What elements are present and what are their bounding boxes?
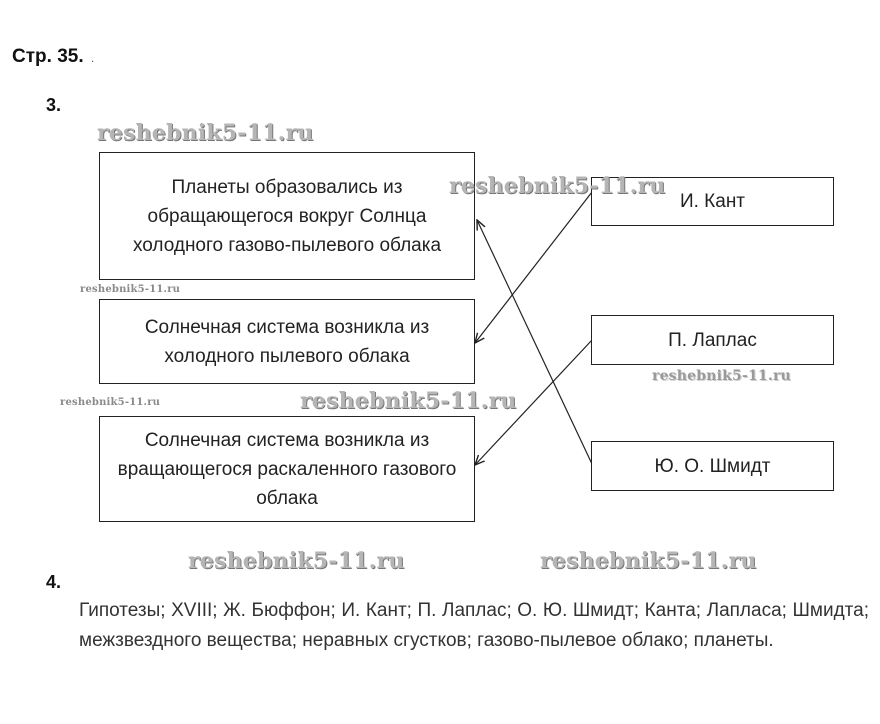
connector-schmidt (477, 220, 592, 464)
scientist-name-laplace: П. Лаплас (668, 329, 757, 351)
watermark: reshebnik5-11.ru (300, 388, 517, 414)
task-4-number: 4. (46, 572, 62, 592)
watermark: reshebnik5-11.ru (97, 120, 314, 146)
hypothesis-box-2 (99, 299, 475, 384)
page-heading-text: Стр. 35. (12, 46, 84, 67)
watermark: reshebnik5-11.ru (80, 284, 181, 295)
hypothesis-box-3 (99, 416, 475, 522)
hypothesis-text-3: Солнечная система возникла из вращающегося раскаленного газового облака (117, 429, 457, 509)
watermark: reshebnik5-11.ru (652, 368, 791, 384)
watermark: reshebnik5-11.ru (449, 173, 666, 199)
scientist-box-laplace (591, 315, 834, 365)
scientist-box-schmidt (591, 441, 834, 491)
scientist-name-schmidt: Ю. О. Шмидт (654, 455, 771, 477)
connector-kant (475, 192, 592, 343)
watermark: reshebnik5-11.ru (188, 548, 405, 574)
watermark: reshebnik5-11.ru (540, 548, 757, 574)
scientist-name-kant: И. Кант (679, 191, 746, 212)
hypothesis-box-1 (99, 152, 475, 280)
watermark: reshebnik5-11.ru (60, 397, 161, 408)
page-heading-mark: . (90, 51, 95, 65)
task-3-number: 3. (46, 95, 62, 115)
task-4-answer: Гипотезы; XVIII; Ж. Бюффон; И. Кант; П. Лаплас; О. Ю. Шмидт; Канта; Лапласа; Шмидта; межзвездного вещества; неравных сгустков; газово-пылевое облако; планеты. (79, 600, 869, 651)
hypothesis-text-2: Солнечная система возникла из холодного пылевого облака (144, 316, 430, 367)
hypothesis-text-1: Планеты образовались из обращающегося вокруг Солнца холодного газово-пылевого облака (132, 176, 442, 256)
